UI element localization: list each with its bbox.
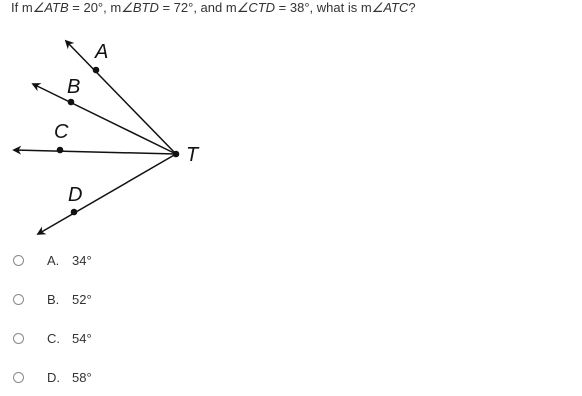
radio-d[interactable] — [13, 372, 24, 383]
radio-a[interactable] — [13, 255, 24, 266]
angle-ctd: ∠CTD — [236, 0, 276, 15]
choice-a[interactable] — [0, 241, 300, 279]
angle-atb: ∠ATB — [32, 0, 69, 15]
ray-ta — [66, 41, 176, 154]
point-c — [57, 147, 64, 154]
label-b: B — [67, 76, 81, 98]
question-eq3: = 38°, what is m — [275, 0, 372, 15]
choice-d-letter: D. — [47, 369, 60, 385]
choice-c-letter: C. — [47, 330, 60, 346]
choice-c[interactable] — [0, 319, 300, 357]
radio-c[interactable] — [13, 333, 24, 344]
question-eq1: = 20°, m — [68, 0, 122, 15]
choice-b[interactable] — [0, 280, 300, 318]
point-d — [71, 209, 78, 216]
question-prefix: If m — [11, 0, 33, 15]
ray-tc — [14, 150, 176, 154]
radio-b[interactable] — [13, 294, 24, 305]
question-eq2: = 72°, and m — [158, 0, 237, 15]
choice-c-value: 54° — [72, 330, 92, 346]
choice-d[interactable] — [0, 358, 300, 396]
angle-atc: ∠ATC — [371, 0, 409, 15]
choice-b-value: 52° — [72, 291, 92, 307]
label-a: A — [95, 41, 109, 63]
choice-b-letter: B. — [47, 291, 60, 307]
point-a — [93, 67, 100, 74]
label-t: T — [186, 144, 199, 166]
choice-a-letter: A. — [47, 252, 60, 268]
ray-tb — [33, 84, 176, 154]
ray-td — [38, 154, 176, 234]
angle-btd: ∠BTD — [121, 0, 159, 15]
choice-a-value: 34° — [72, 252, 92, 268]
label-c: C — [54, 121, 69, 143]
point-b — [68, 99, 75, 106]
question-suffix: ? — [408, 0, 416, 15]
point-t — [173, 151, 180, 158]
label-d: D — [68, 184, 83, 206]
choice-d-value: 58° — [72, 369, 92, 385]
